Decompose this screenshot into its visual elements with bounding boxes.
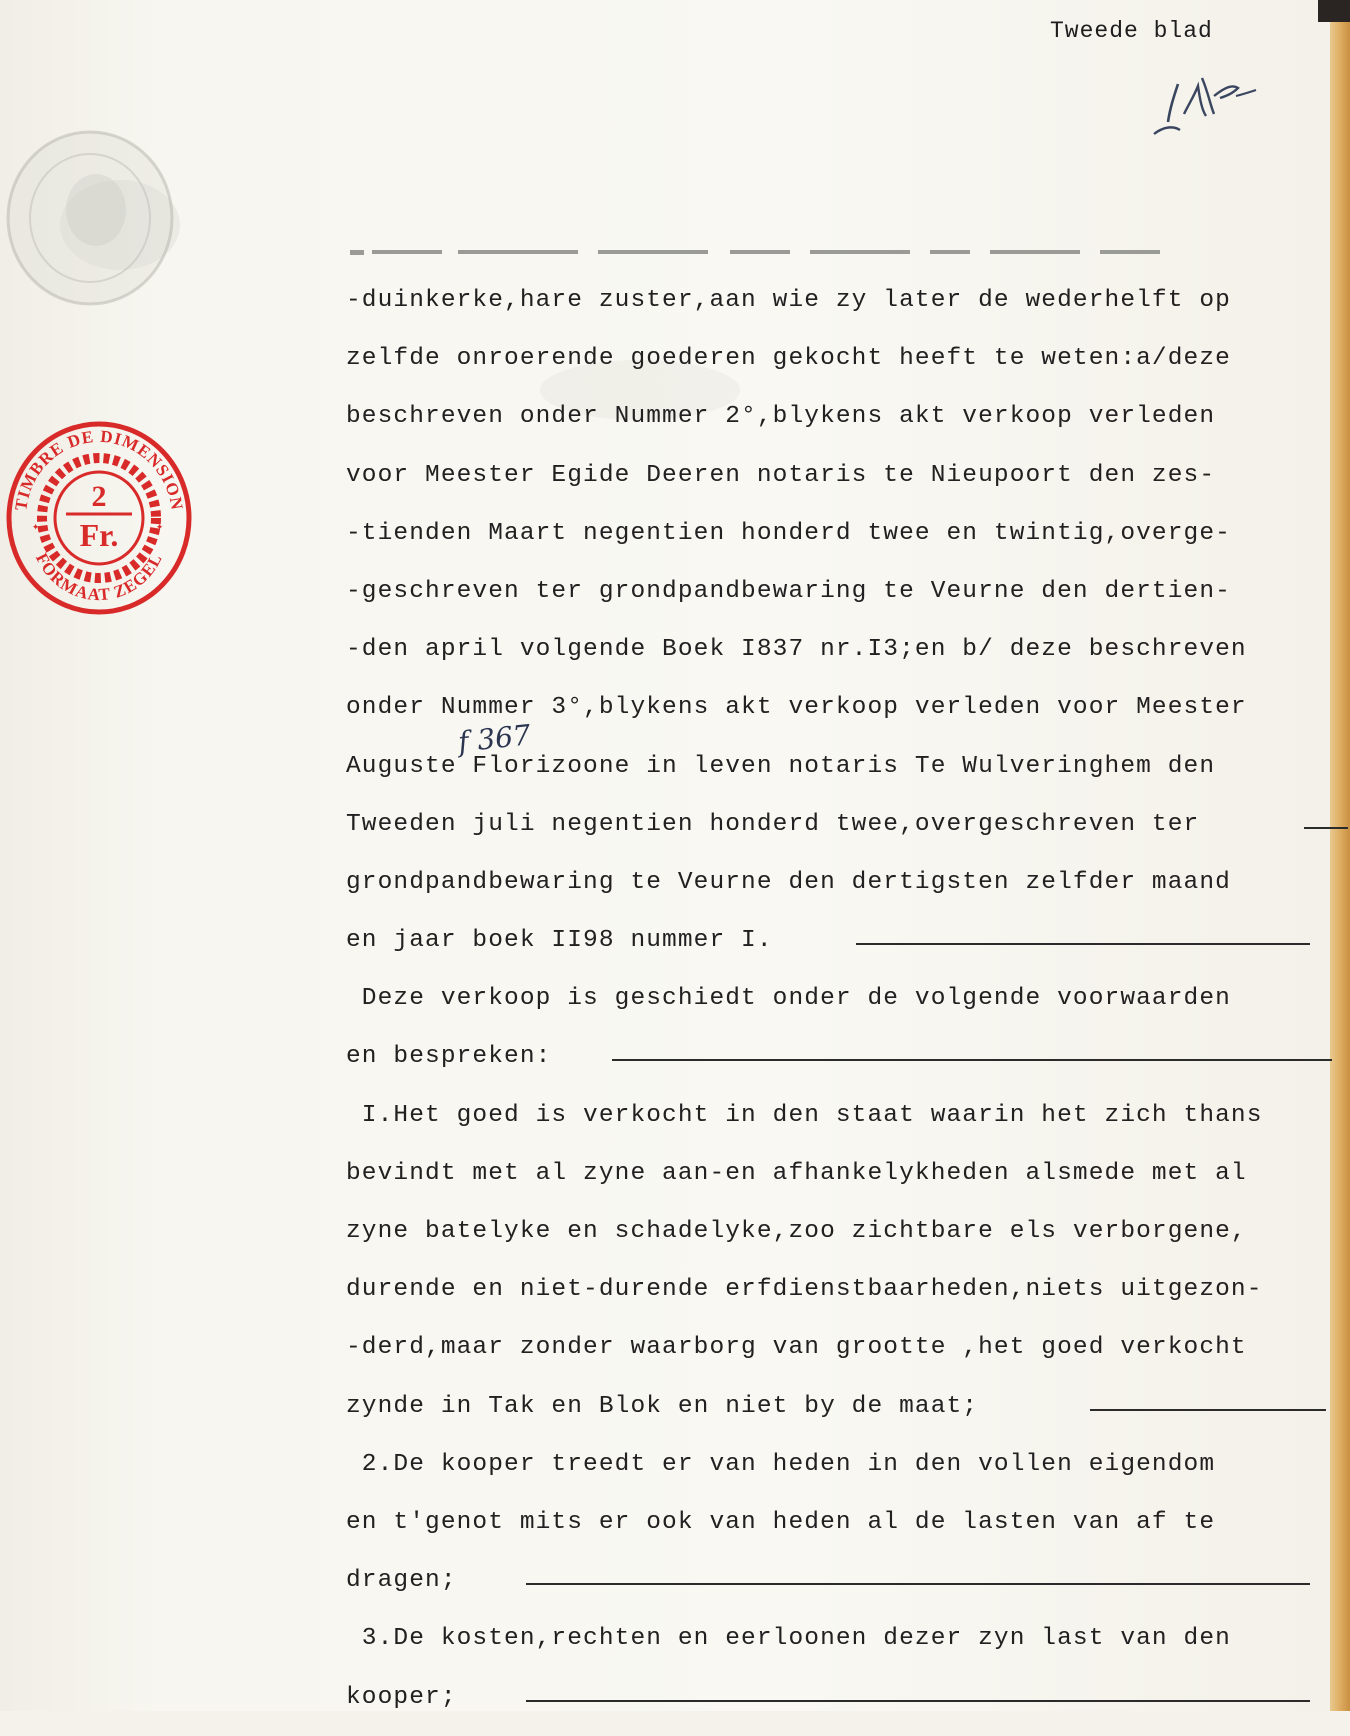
text-line: en bespreken: bbox=[346, 1037, 1336, 1095]
stamp-unit: Fr. bbox=[79, 517, 119, 553]
text-line: 2.De kooper treedt er van heden in den vollen eigendom bbox=[346, 1450, 1216, 1478]
text-line: zynde in Tak en Blok en niet by de maat; bbox=[346, 1387, 1336, 1445]
text-line: -geschreven ter grondpandbewaring te Veurne den dertien- bbox=[346, 577, 1231, 605]
fill-line bbox=[526, 1583, 1310, 1585]
text-line: en t'genot mits er ook van heden al de lasten van af te bbox=[346, 1508, 1216, 1536]
fill-line bbox=[612, 1059, 1332, 1061]
text-line: durende en niet-durende erfdienstbaarheden,niets uitgezon- bbox=[346, 1276, 1263, 1304]
text-line: zelfde onroerende goederen gekocht heeft te weten:a/deze bbox=[346, 345, 1231, 373]
text-line: Auguste Florizoone in leven notaris Te Wulveringhem den bbox=[346, 752, 1216, 780]
stamp-ring-bottom-text: FORMAAT ZEGEL bbox=[31, 549, 167, 605]
text-line: beschreven onder Nummer 2°,blykens akt verkoop verleden bbox=[346, 403, 1216, 431]
page-heading: Tweede blad bbox=[1050, 18, 1213, 44]
embossed-seal bbox=[0, 118, 180, 318]
cut-off-text-line bbox=[350, 244, 1210, 258]
text-line: dragen; bbox=[346, 1561, 1336, 1619]
text-line: -tienden Maart negentien honderd twee en twintig,overge- bbox=[346, 519, 1231, 547]
text-line: -den april volgende Boek I837 nr.I3;en b/ deze beschreven bbox=[346, 636, 1247, 664]
text-line: kooper; bbox=[346, 1678, 1336, 1736]
handwritten-annotation: f 367 bbox=[456, 718, 533, 759]
fill-line bbox=[1090, 1409, 1326, 1411]
stamp-ring-top-text: TIMBRE DE DIMENSION bbox=[11, 426, 187, 512]
fill-line bbox=[856, 943, 1310, 945]
scan-corner bbox=[1318, 0, 1350, 22]
fill-line bbox=[1304, 827, 1348, 829]
text-line: bevindt met al zyne aan-en afhankelykheden alsmede met al bbox=[346, 1159, 1247, 1187]
stamp-star-right: ✦ bbox=[156, 520, 164, 534]
text-line: 3.De kosten,rechten en eerloonen dezer zyn last van den bbox=[346, 1625, 1231, 1653]
text-line: Deze verkoop is geschiedt onder de volgende voorwaarden bbox=[346, 985, 1231, 1013]
stamp-denomination: 2 bbox=[91, 480, 107, 513]
text-line: zyne batelyke en schadelyke,zoo zichtbare els verborgene, bbox=[346, 1218, 1247, 1245]
text-line: voor Meester Egide Deeren notaris te Nieupoort den zes- bbox=[346, 461, 1216, 489]
text-line: onder Nummer 3°,blykens akt verkoop verleden voor Meester bbox=[346, 694, 1247, 722]
text-line: en jaar boek II98 nummer I. bbox=[346, 921, 1336, 979]
tax-stamp bbox=[4, 418, 194, 618]
deed-body-text bbox=[346, 281, 1336, 1736]
text-line: I.Het goed is verkocht in den staat waarin het zich thans bbox=[346, 1101, 1263, 1129]
text-line: -derd,maar zonder waarborg van grootte ,het goed verkocht bbox=[346, 1334, 1247, 1362]
stamp-star-left: ✦ bbox=[32, 520, 40, 534]
text-line: Tweeden juli negentien honderd twee,overgeschreven ter bbox=[346, 805, 1336, 863]
text-line: grondpandbewaring te Veurne den dertigsten zelfder maand bbox=[346, 868, 1231, 896]
text-line: -duinkerke,hare zuster,aan wie zy later de wederhelft op bbox=[346, 287, 1231, 314]
fill-line bbox=[526, 1700, 1310, 1702]
handwritten-initials bbox=[1140, 56, 1290, 146]
